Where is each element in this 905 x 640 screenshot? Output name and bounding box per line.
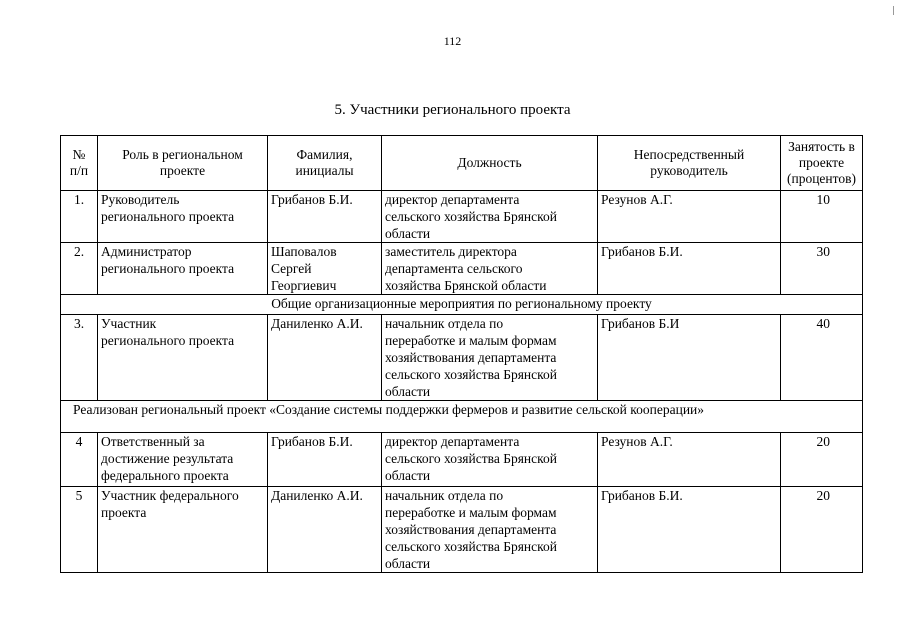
cell-no: 3. — [61, 315, 98, 401]
table-row — [61, 315, 863, 401]
cell-percent: 30 — [781, 243, 863, 295]
cell-name: Грибанов Б.И. — [268, 191, 382, 243]
cell-position: директор департамента сельского хозяйства Брянской области — [382, 191, 598, 243]
header-position: Должность — [382, 136, 598, 191]
header-no: № п/п — [61, 136, 98, 191]
header-role: Роль в региональном проекте — [98, 136, 268, 191]
cell-manager: Резунов А.Г. — [598, 191, 781, 243]
section-title: 5. Участники регионального проекта — [334, 102, 571, 118]
table-row — [61, 243, 863, 295]
edge-mark — [893, 6, 894, 15]
cell-role: Ответственный за достижение результата федерального проекта — [98, 433, 268, 487]
cell-name: Даниленко А.И. — [268, 315, 382, 401]
cell-role: Администратор регионального проекта — [98, 243, 268, 295]
cell-percent: 40 — [781, 315, 863, 401]
cell-position: заместитель директора департамента сельского хозяйства Брянской области — [382, 243, 598, 295]
page-number: 112 — [443, 34, 462, 48]
cell-manager: Грибанов Б.И. — [598, 243, 781, 295]
participants-table — [60, 135, 863, 573]
cell-position: директор департамента сельского хозяйства Брянской области — [382, 433, 598, 487]
header-percent: Занятость в проекте (процентов) — [781, 136, 863, 191]
cell-no: 2. — [61, 243, 98, 295]
cell-position: начальник отдела по переработке и малым формам хозяйствования департамента сельского хозяйства Брянской области — [382, 315, 598, 401]
cell-manager: Резунов А.Г. — [598, 433, 781, 487]
table-row — [61, 191, 863, 243]
cell-name: Даниленко А.И. — [268, 487, 382, 573]
cell-role: Участник федерального проекта — [98, 487, 268, 573]
cell-no: 5 — [61, 487, 98, 573]
cell-position: начальник отдела по переработке и малым формам хозяйствования департамента сельского хозяйства Брянской области — [382, 487, 598, 573]
cell-manager: Грибанов Б.И. — [598, 487, 781, 573]
section-row — [61, 401, 863, 433]
header-manager: Непосредственный руководитель — [598, 136, 781, 191]
section-row — [61, 295, 863, 315]
cell-percent: 10 — [781, 191, 863, 243]
cell-no: 1. — [61, 191, 98, 243]
cell-no: 4 — [61, 433, 98, 487]
cell-name: Грибанов Б.И. — [268, 433, 382, 487]
section-row-project: Реализован региональный проект «Создание системы поддержки фермеров и развитие сельской кооперации» — [61, 401, 863, 433]
header-name: Фамилия, инициалы — [268, 136, 382, 191]
cell-manager: Грибанов Б.И — [598, 315, 781, 401]
table-header-row — [61, 136, 863, 191]
cell-percent: 20 — [781, 433, 863, 487]
section-row-general: Общие организационные мероприятия по региональному проекту — [61, 295, 863, 315]
cell-name: Шаповалов Сергей Георгиевич — [268, 243, 382, 295]
cell-role: Руководитель регионального проекта — [98, 191, 268, 243]
cell-role: Участник регионального проекта — [98, 315, 268, 401]
table-row — [61, 487, 863, 573]
cell-percent: 20 — [781, 487, 863, 573]
table-row — [61, 433, 863, 487]
